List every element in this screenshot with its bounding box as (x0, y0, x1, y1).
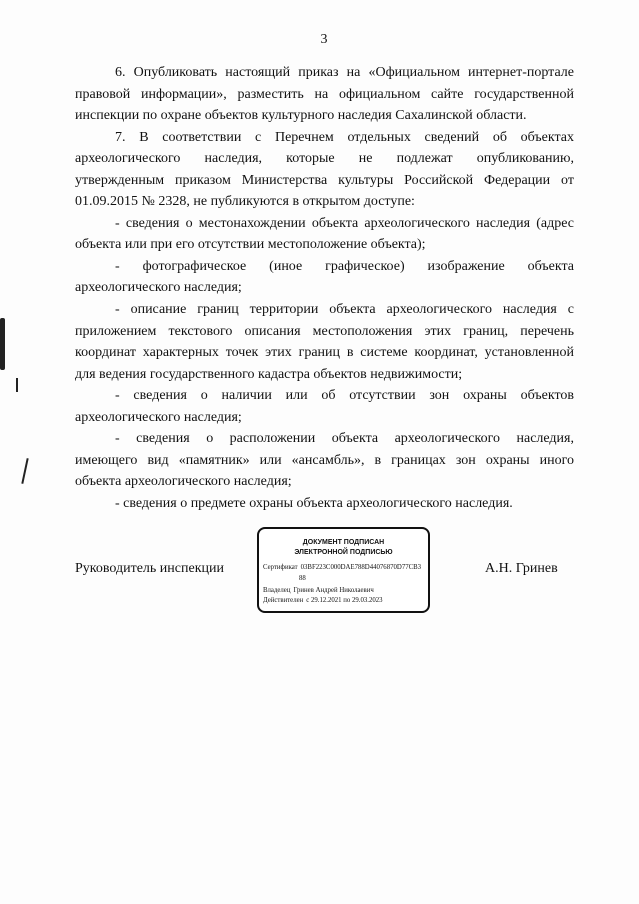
stamp-owner-label: Владелец (263, 587, 291, 594)
list-item-zones-line-1: - сведения о наличии или об отсутствии зон охраны объектов (115, 388, 574, 404)
stamp-certificate-value: 03BF223C000DAE788D44076870D77CB3 (300, 564, 422, 571)
page-number: 3 (320, 32, 328, 47)
paragraph-7-line-2: археологического наследия, которые не подлежат опубликованию, (75, 151, 574, 167)
scan-mark (16, 378, 18, 392)
list-item-protection-subject: - сведения о предмете охраны объекта археологического наследия. (115, 495, 513, 511)
list-item-image-line-1: - фотографическое (иное графическое) изображение объекта (115, 258, 574, 274)
stamp-title-line-2: ЭЛЕКТРОННОЙ ПОДПИСЬЮ (294, 549, 393, 556)
list-item-placement-line-1: - сведения о расположении объекта археологического наследия, (115, 431, 574, 447)
list-item-boundaries-line-1: - описание границ территории объекта археологического наследия с (115, 302, 574, 318)
electronic-signature-stamp (257, 527, 430, 613)
paragraph-6-line-3: инспекции по охране объектов культурного наследия Сахалинской области. (75, 108, 527, 124)
list-item-placement-line-2: имеющего вид «памятник» или «ансамбль», в границах зон охраны иного (75, 452, 574, 468)
scan-mark (0, 318, 5, 370)
paragraph-7-line-1: 7. В соответствии с Перечнем отдельных сведений об объектах (115, 129, 574, 145)
stamp-owner (263, 587, 374, 595)
list-item-location-line-1: - сведения о местонахождении объекта археологического наследия (адрес (115, 215, 574, 231)
stamp-certificate-continuation: 88 (299, 575, 306, 582)
paragraph-6-line-2: правовой информации», разместить на официальном сайте государственной (75, 86, 574, 102)
list-item-boundaries-line-4: для ведения государственного кадастра объектов недвижимости; (75, 366, 463, 382)
stamp-owner-value: Гринев Андрей Николаевич (293, 587, 374, 594)
stamp-validity-value: с 29.12.2021 по 29.03.2023 (306, 597, 383, 604)
stamp-validity (263, 597, 383, 605)
signatory-position: Руководитель инспекции (75, 561, 224, 576)
list-item-boundaries-line-2: приложением текстового описания местоположения этих границ, перечень (75, 323, 574, 339)
paragraph-6-line-1: 6. Опубликовать настоящий приказ на «Официальном интернет-портале (115, 65, 574, 80)
signatory-name: А.Н. Гринев (485, 561, 558, 576)
list-item-zones-line-2: археологического наследия; (75, 409, 242, 425)
list-item-image-line-2: археологического наследия; (75, 280, 242, 296)
scan-mark (21, 458, 28, 484)
paragraph-7-line-3: утвержденным приказом Министерства культуры Российской Федерации от (75, 172, 574, 188)
stamp-title-line-1: ДОКУМЕНТ ПОДПИСАН (302, 539, 385, 546)
list-item-placement-line-3: объекта археологического наследия; (75, 474, 292, 490)
document-body (75, 62, 574, 514)
paragraph-7-line-4: 01.09.2015 № 2328, не публикуются в открытом доступе: (75, 194, 415, 210)
list-item-location-line-2: объекта или при его отсутствии местоположение объекта); (75, 237, 426, 253)
list-item-boundaries-line-3: координат характерных точек этих границ в системе координат, установленной (75, 345, 574, 361)
stamp-certificate-label: Сертификат (263, 564, 298, 571)
stamp-validity-label: Действителен (263, 597, 304, 604)
stamp-certificate (263, 564, 421, 572)
